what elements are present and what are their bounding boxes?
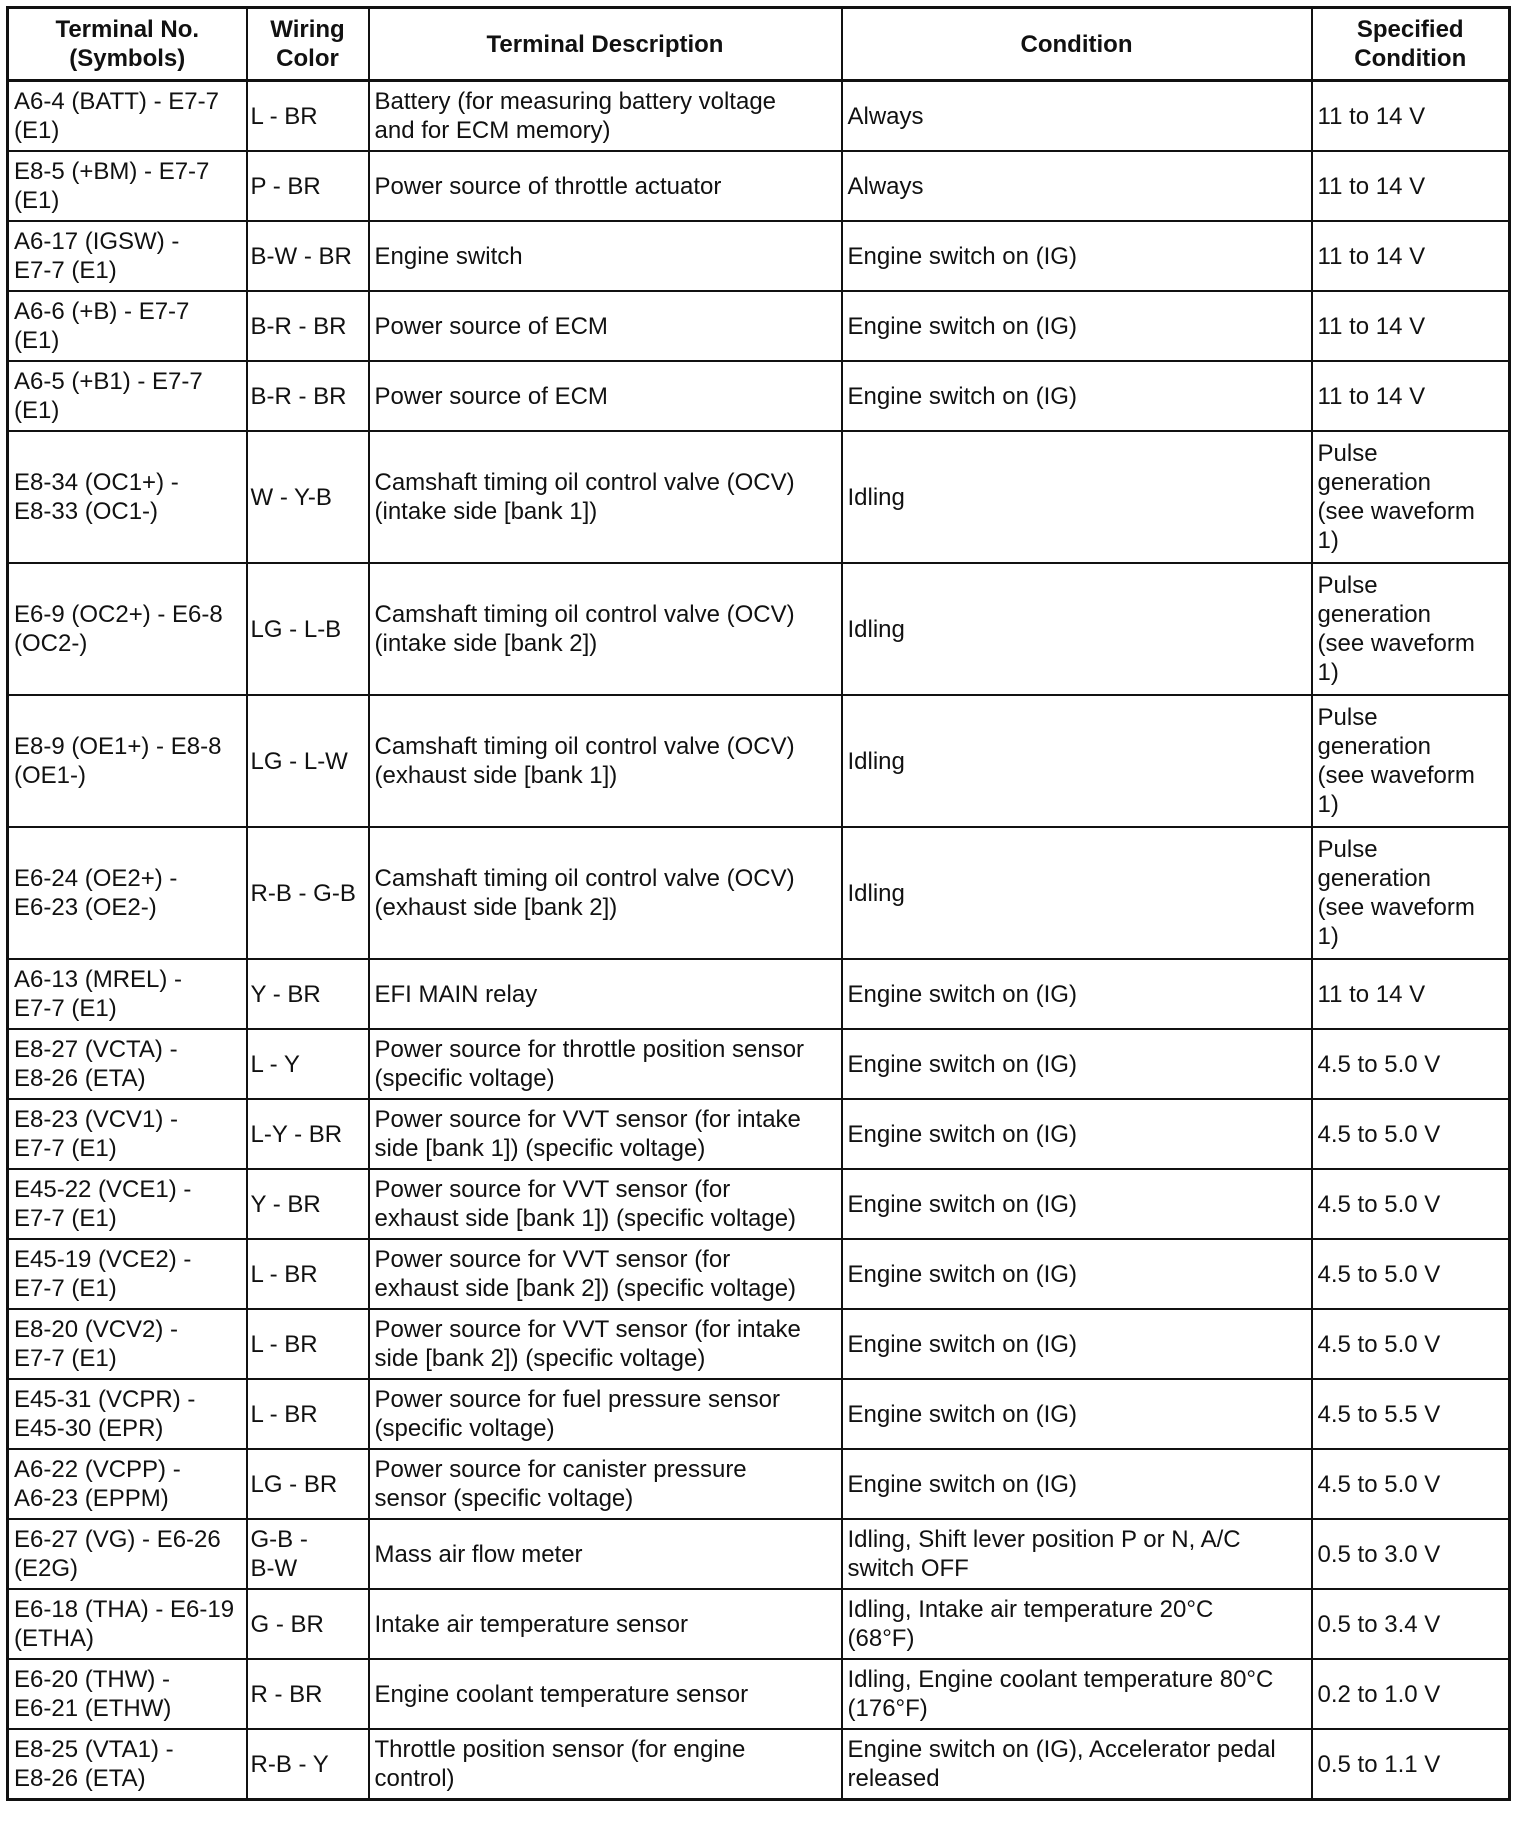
cell-terminal: E6-20 (THW) - E6-21 (ETHW) xyxy=(8,1659,247,1729)
cell-wiring-color: Y - BR xyxy=(247,959,369,1029)
table-row xyxy=(8,1519,1510,1589)
cell-description: Camshaft timing oil control valve (OCV) (exhaust side [bank 1]) xyxy=(369,695,842,827)
cell-wiring-color: LG - L-B xyxy=(247,563,369,695)
cell-condition: Engine switch on (IG) xyxy=(842,291,1312,361)
cell-condition: Idling, Shift lever position P or N, A/C switch OFF xyxy=(842,1519,1312,1589)
cell-terminal: E8-27 (VCTA) - E8-26 (ETA) xyxy=(8,1029,247,1099)
header-row xyxy=(8,8,1510,81)
cell-description: EFI MAIN relay xyxy=(369,959,842,1029)
table-row xyxy=(8,695,1510,827)
cell-condition: Engine switch on (IG) xyxy=(842,221,1312,291)
table-row xyxy=(8,221,1510,291)
cell-specified-condition: 11 to 14 V xyxy=(1312,959,1510,1029)
cell-specified-condition: 4.5 to 5.5 V xyxy=(1312,1379,1510,1449)
cell-condition: Always xyxy=(842,151,1312,221)
cell-specified-condition: Pulse generation (see waveform 1) xyxy=(1312,695,1510,827)
cell-condition: Idling, Engine coolant temperature 80°C (176°F) xyxy=(842,1659,1312,1729)
cell-terminal: E6-27 (VG) - E6-26 (E2G) xyxy=(8,1519,247,1589)
cell-specified-condition: 4.5 to 5.0 V xyxy=(1312,1099,1510,1169)
cell-terminal: A6-13 (MREL) - E7-7 (E1) xyxy=(8,959,247,1029)
cell-terminal: A6-5 (+B1) - E7-7 (E1) xyxy=(8,361,247,431)
cell-condition: Always xyxy=(842,81,1312,152)
cell-wiring-color: B-R - BR xyxy=(247,361,369,431)
cell-wiring-color: L - BR xyxy=(247,1309,369,1379)
table-row xyxy=(8,1659,1510,1729)
cell-terminal: E45-31 (VCPR) - E45-30 (EPR) xyxy=(8,1379,247,1449)
cell-condition: Engine switch on (IG) xyxy=(842,1309,1312,1379)
cell-condition: Idling xyxy=(842,563,1312,695)
table-row xyxy=(8,431,1510,563)
cell-wiring-color: G-B - B-W xyxy=(247,1519,369,1589)
cell-condition: Engine switch on (IG) xyxy=(842,959,1312,1029)
table-row xyxy=(8,1239,1510,1309)
cell-description: Power source of throttle actuator xyxy=(369,151,842,221)
cell-condition: Idling xyxy=(842,695,1312,827)
cell-condition: Idling, Intake air temperature 20°C (68°F) xyxy=(842,1589,1312,1659)
cell-wiring-color: L - BR xyxy=(247,1239,369,1309)
cell-description: Camshaft timing oil control valve (OCV) (exhaust side [bank 2]) xyxy=(369,827,842,959)
cell-terminal: E8-9 (OE1+) - E8-8 (OE1-) xyxy=(8,695,247,827)
cell-description: Power source of ECM xyxy=(369,361,842,431)
cell-wiring-color: L-Y - BR xyxy=(247,1099,369,1169)
table-row xyxy=(8,1169,1510,1239)
cell-terminal: E6-9 (OC2+) - E6-8 (OC2-) xyxy=(8,563,247,695)
cell-wiring-color: P - BR xyxy=(247,151,369,221)
cell-description: Battery (for measuring battery voltage and for ECM memory) xyxy=(369,81,842,152)
header-specified-condition: Specified Condition xyxy=(1312,8,1510,81)
cell-specified-condition: 0.5 to 3.4 V xyxy=(1312,1589,1510,1659)
cell-condition: Engine switch on (IG) xyxy=(842,1379,1312,1449)
table-row xyxy=(8,291,1510,361)
cell-description: Engine switch xyxy=(369,221,842,291)
cell-specified-condition: Pulse generation (see waveform 1) xyxy=(1312,563,1510,695)
cell-wiring-color: LG - BR xyxy=(247,1449,369,1519)
cell-description: Mass air flow meter xyxy=(369,1519,842,1589)
header-terminal: Terminal No. (Symbols) xyxy=(8,8,247,81)
cell-wiring-color: R-B - Y xyxy=(247,1729,369,1800)
cell-specified-condition: 0.2 to 1.0 V xyxy=(1312,1659,1510,1729)
cell-terminal: E8-34 (OC1+) - E8-33 (OC1-) xyxy=(8,431,247,563)
table-row xyxy=(8,1309,1510,1379)
cell-description: Power source for VVT sensor (for exhaust side [bank 1]) (specific voltage) xyxy=(369,1169,842,1239)
table-row xyxy=(8,1729,1510,1800)
cell-description: Power source for canister pressure sensor (specific voltage) xyxy=(369,1449,842,1519)
cell-condition: Engine switch on (IG) xyxy=(842,361,1312,431)
cell-specified-condition: 4.5 to 5.0 V xyxy=(1312,1029,1510,1099)
cell-specified-condition: 0.5 to 3.0 V xyxy=(1312,1519,1510,1589)
cell-wiring-color: B-R - BR xyxy=(247,291,369,361)
cell-wiring-color: G - BR xyxy=(247,1589,369,1659)
cell-description: Power source of ECM xyxy=(369,291,842,361)
cell-specified-condition: 4.5 to 5.0 V xyxy=(1312,1239,1510,1309)
cell-wiring-color: LG - L-W xyxy=(247,695,369,827)
cell-specified-condition: Pulse generation (see waveform 1) xyxy=(1312,431,1510,563)
cell-description: Engine coolant temperature sensor xyxy=(369,1659,842,1729)
table-row xyxy=(8,827,1510,959)
table-row xyxy=(8,1099,1510,1169)
cell-wiring-color: B-W - BR xyxy=(247,221,369,291)
table-row xyxy=(8,563,1510,695)
cell-description: Camshaft timing oil control valve (OCV) (intake side [bank 1]) xyxy=(369,431,842,563)
cell-terminal: E45-22 (VCE1) - E7-7 (E1) xyxy=(8,1169,247,1239)
cell-terminal: E8-25 (VTA1) - E8-26 (ETA) xyxy=(8,1729,247,1800)
table-row xyxy=(8,1029,1510,1099)
cell-wiring-color: L - BR xyxy=(247,81,369,152)
cell-wiring-color: L - BR xyxy=(247,1379,369,1449)
cell-terminal: E8-20 (VCV2) - E7-7 (E1) xyxy=(8,1309,247,1379)
cell-description: Intake air temperature sensor xyxy=(369,1589,842,1659)
cell-description: Power source for VVT sensor (for intake side [bank 1]) (specific voltage) xyxy=(369,1099,842,1169)
cell-terminal: E6-24 (OE2+) - E6-23 (OE2-) xyxy=(8,827,247,959)
cell-specified-condition: 11 to 14 V xyxy=(1312,291,1510,361)
cell-description: Power source for VVT sensor (for exhaust side [bank 2]) (specific voltage) xyxy=(369,1239,842,1309)
cell-specified-condition: 11 to 14 V xyxy=(1312,361,1510,431)
cell-description: Throttle position sensor (for engine control) xyxy=(369,1729,842,1800)
cell-specified-condition: 4.5 to 5.0 V xyxy=(1312,1169,1510,1239)
cell-terminal: E45-19 (VCE2) - E7-7 (E1) xyxy=(8,1239,247,1309)
table-row xyxy=(8,1379,1510,1449)
table-row xyxy=(8,151,1510,221)
cell-terminal: A6-22 (VCPP) - A6-23 (EPPM) xyxy=(8,1449,247,1519)
cell-terminal: A6-4 (BATT) - E7-7 (E1) xyxy=(8,81,247,152)
cell-specified-condition: 4.5 to 5.0 V xyxy=(1312,1449,1510,1519)
cell-wiring-color: L - Y xyxy=(247,1029,369,1099)
cell-specified-condition: 11 to 14 V xyxy=(1312,221,1510,291)
cell-description: Camshaft timing oil control valve (OCV) (intake side [bank 2]) xyxy=(369,563,842,695)
cell-specified-condition: 11 to 14 V xyxy=(1312,151,1510,221)
cell-specified-condition: 0.5 to 1.1 V xyxy=(1312,1729,1510,1800)
cell-terminal: E6-18 (THA) - E6-19 (ETHA) xyxy=(8,1589,247,1659)
cell-condition: Idling xyxy=(842,827,1312,959)
cell-condition: Engine switch on (IG) xyxy=(842,1239,1312,1309)
header-terminal-description: Terminal Description xyxy=(369,8,842,81)
terminal-spec-table xyxy=(6,6,1511,1801)
cell-wiring-color: R - BR xyxy=(247,1659,369,1729)
cell-condition: Engine switch on (IG) xyxy=(842,1029,1312,1099)
table-row xyxy=(8,361,1510,431)
cell-specified-condition: Pulse generation (see waveform 1) xyxy=(1312,827,1510,959)
header-condition: Condition xyxy=(842,8,1312,81)
cell-condition: Engine switch on (IG) xyxy=(842,1169,1312,1239)
cell-specified-condition: 4.5 to 5.0 V xyxy=(1312,1309,1510,1379)
cell-wiring-color: W - Y-B xyxy=(247,431,369,563)
cell-terminal: E8-5 (+BM) - E7-7 (E1) xyxy=(8,151,247,221)
cell-condition: Engine switch on (IG) xyxy=(842,1449,1312,1519)
cell-description: Power source for fuel pressure sensor (specific voltage) xyxy=(369,1379,842,1449)
cell-condition: Idling xyxy=(842,431,1312,563)
cell-terminal: E8-23 (VCV1) - E7-7 (E1) xyxy=(8,1099,247,1169)
cell-condition: Engine switch on (IG) xyxy=(842,1099,1312,1169)
table-row xyxy=(8,1589,1510,1659)
cell-wiring-color: R-B - G-B xyxy=(247,827,369,959)
cell-condition: Engine switch on (IG), Accelerator pedal released xyxy=(842,1729,1312,1800)
table-row xyxy=(8,959,1510,1029)
cell-description: Power source for throttle position sensor (specific voltage) xyxy=(369,1029,842,1099)
header-wiring-color: Wiring Color xyxy=(247,8,369,81)
cell-specified-condition: 11 to 14 V xyxy=(1312,81,1510,152)
table-row xyxy=(8,1449,1510,1519)
cell-terminal: A6-6 (+B) - E7-7 (E1) xyxy=(8,291,247,361)
cell-wiring-color: Y - BR xyxy=(247,1169,369,1239)
cell-terminal: A6-17 (IGSW) - E7-7 (E1) xyxy=(8,221,247,291)
cell-description: Power source for VVT sensor (for intake side [bank 2]) (specific voltage) xyxy=(369,1309,842,1379)
table-row xyxy=(8,81,1510,152)
